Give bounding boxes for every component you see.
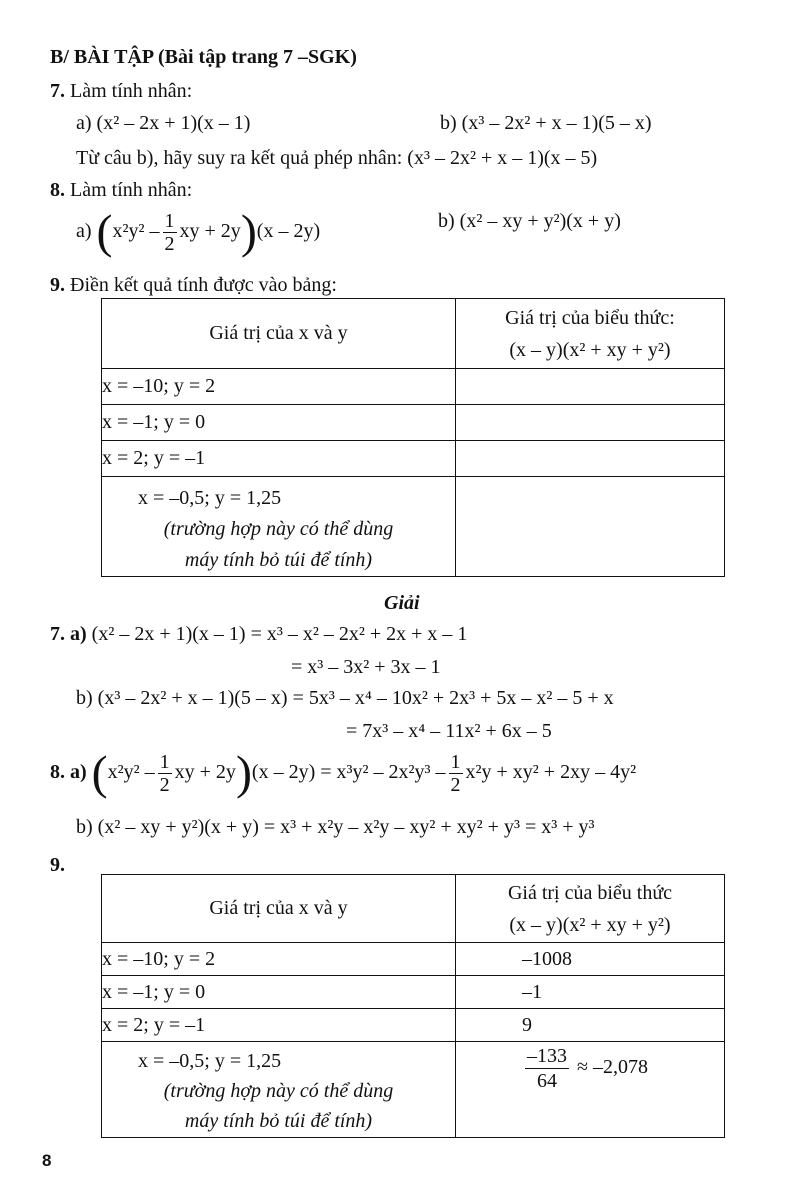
value-cell[interactable] (456, 477, 725, 577)
fraction-half (158, 751, 172, 796)
col2-header-line1: Giá trị của biểu thức (507, 881, 673, 904)
approx-value: ≈ –2,078 (577, 1056, 648, 1079)
close-paren-icon: ) (240, 205, 257, 259)
sol7b-label: b) (76, 687, 93, 709)
open-paren-icon: ( (96, 205, 113, 259)
ex7-number: 7. (50, 80, 65, 102)
xy-cell-with-note (102, 1042, 456, 1138)
ex8-part-a (76, 205, 320, 257)
ex7-prompt-text: Làm tính nhân: (70, 80, 193, 102)
ex9-number: 9. (50, 274, 65, 296)
ex7-prompt (50, 78, 192, 104)
fraction-half (163, 210, 177, 255)
value-cell[interactable] (456, 405, 725, 441)
table-row (102, 1042, 725, 1138)
col2-header (456, 299, 725, 369)
solution-title: Giải (384, 592, 420, 614)
ex9-table (101, 298, 725, 577)
ex8-b-expr: (x² – xy + y²)(x + y) (459, 210, 621, 232)
sol8a-mid: (x – 2y) = x³y² – 2x²y³ – (251, 761, 446, 783)
xy-cell-with-note (102, 477, 456, 577)
ex8-part-b (438, 208, 621, 234)
note-line2: máy tính bỏ túi để tính) (184, 549, 373, 571)
col2-header-line2: (x – y)(x² + xy + y²) (509, 338, 671, 361)
ex8-a-inner-1: x²y² – (112, 220, 160, 242)
sol8a-inner-2: xy + 2y (174, 761, 236, 783)
value-cell: –1008 (456, 943, 725, 976)
ex9-prompt (50, 272, 337, 298)
fraction-den: 64 (537, 1070, 557, 1092)
xy-cell: x = 2; y = –1 (102, 1009, 456, 1042)
xy-cell: x = –10; y = 2 (102, 943, 456, 976)
ex7-b-expr: (x³ – 2x² + x – 1)(5 – x) (461, 112, 652, 134)
table-row (102, 477, 725, 577)
answer-fraction (525, 1044, 569, 1093)
fraction-den: 2 (450, 773, 461, 796)
sol7a-expr: (x² – 2x + 1)(x – 1) = x³ – x² – 2x² + 2x + x – 1 (91, 623, 468, 645)
note-line1: (trường hợp này có thể dùng (163, 1080, 394, 1102)
ex8-a-label: a) (76, 220, 92, 242)
col2-header (456, 875, 725, 943)
close-paren-icon: ) (235, 746, 252, 800)
ex8-a-tail: (x – 2y) (256, 220, 321, 242)
col1-header: Giá trị của x và y (102, 875, 456, 943)
fraction-den: 2 (164, 232, 175, 255)
xy-cell: x = –1; y = 0 (102, 405, 456, 441)
ex8-prompt-text: Làm tính nhân: (70, 179, 193, 201)
value-cell: 9 (456, 1009, 725, 1042)
sol9-label: 9. (50, 854, 65, 876)
fraction-num: 1 (164, 209, 175, 232)
xy-cell: x = 2; y = –1 (102, 441, 456, 477)
sol8a-inner-1: x²y² – (107, 761, 155, 783)
col2-header-line2: (x – y)(x² + xy + y²) (509, 913, 671, 936)
ex8-a-inner-2: xy + 2y (179, 220, 241, 242)
sol8b-label: b) (76, 816, 93, 838)
sol7a-line1 (50, 621, 467, 647)
sol8a-label: 8. a) (50, 761, 87, 783)
sol8a (50, 746, 636, 798)
sol7a-line2: = x³ – 3x² + 3x – 1 (291, 656, 441, 678)
sol8b (76, 814, 595, 840)
table-row (102, 1009, 725, 1042)
fraction-den: 2 (159, 773, 170, 796)
col1-header: Giá trị của x và y (102, 299, 456, 369)
section-title-text: B/ BÀI TẬP (Bài tập trang 7 –SGK) (50, 46, 357, 68)
value-cell[interactable] (456, 441, 725, 477)
sol7a-label: 7. a) (50, 623, 87, 645)
ex7-part-b (440, 110, 652, 136)
table-row (102, 405, 725, 441)
ex7-part-a (76, 110, 250, 136)
ex7-b-label: b) (440, 112, 457, 134)
xy-cell: x = –10; y = 2 (102, 369, 456, 405)
ex8-number: 8. (50, 179, 65, 201)
fraction-num: 1 (450, 750, 461, 773)
value-cell[interactable] (456, 369, 725, 405)
table-header-row (102, 299, 725, 369)
ex7-a-label: a) (76, 112, 92, 134)
note-line1: (trường hợp này có thể dùng (163, 518, 394, 540)
fraction-num: 1 (159, 750, 170, 773)
open-paren-icon: ( (91, 746, 108, 800)
ex8-prompt (50, 177, 192, 203)
value-cell (456, 1042, 725, 1138)
table-row (102, 943, 725, 976)
xy-text: x = –0,5; y = 1,25 (138, 487, 282, 509)
table-row (102, 976, 725, 1009)
page-number: 8 (42, 1151, 52, 1170)
ex7-derive: Từ câu b), hãy suy ra kết quả phép nhân: (x³ – 2x² + x – 1)(x – 5) (76, 147, 598, 169)
ex7-a-expr: (x² – 2x + 1)(x – 1) (96, 112, 251, 134)
section-title (50, 44, 357, 70)
fraction-num: –133 (527, 1045, 567, 1067)
sol8b-expr: (x² – xy + y²)(x + y) = x³ + x²y – x²y – xy² + xy² + y³ = x³ + y³ (97, 816, 595, 838)
note-line2: máy tính bỏ túi để tính) (184, 1110, 373, 1132)
table-header-row (102, 875, 725, 943)
ex9-prompt-text: Điền kết quả tính được vào bảng: (70, 274, 337, 296)
value-cell: –1 (456, 976, 725, 1009)
answer-table (101, 874, 725, 1138)
table-row (102, 441, 725, 477)
xy-text: x = –0,5; y = 1,25 (138, 1050, 282, 1072)
sol7b-line2: = 7x³ – x⁴ – 11x² + 6x – 5 (346, 720, 552, 742)
ex8-b-label: b) (438, 210, 455, 232)
xy-cell: x = –1; y = 0 (102, 976, 456, 1009)
sol7b-line1 (76, 685, 614, 711)
fraction-half-2 (449, 751, 463, 796)
sol8a-end: x²y + xy² + 2xy – 4y² (465, 761, 637, 783)
sol7b-expr: (x³ – 2x² + x – 1)(5 – x) = 5x³ – x⁴ – 10x² + 2x³ + 5x – x² – 5 + x (97, 687, 614, 709)
col2-header-line1: Giá trị của biểu thức: (505, 306, 675, 329)
table-row (102, 369, 725, 405)
